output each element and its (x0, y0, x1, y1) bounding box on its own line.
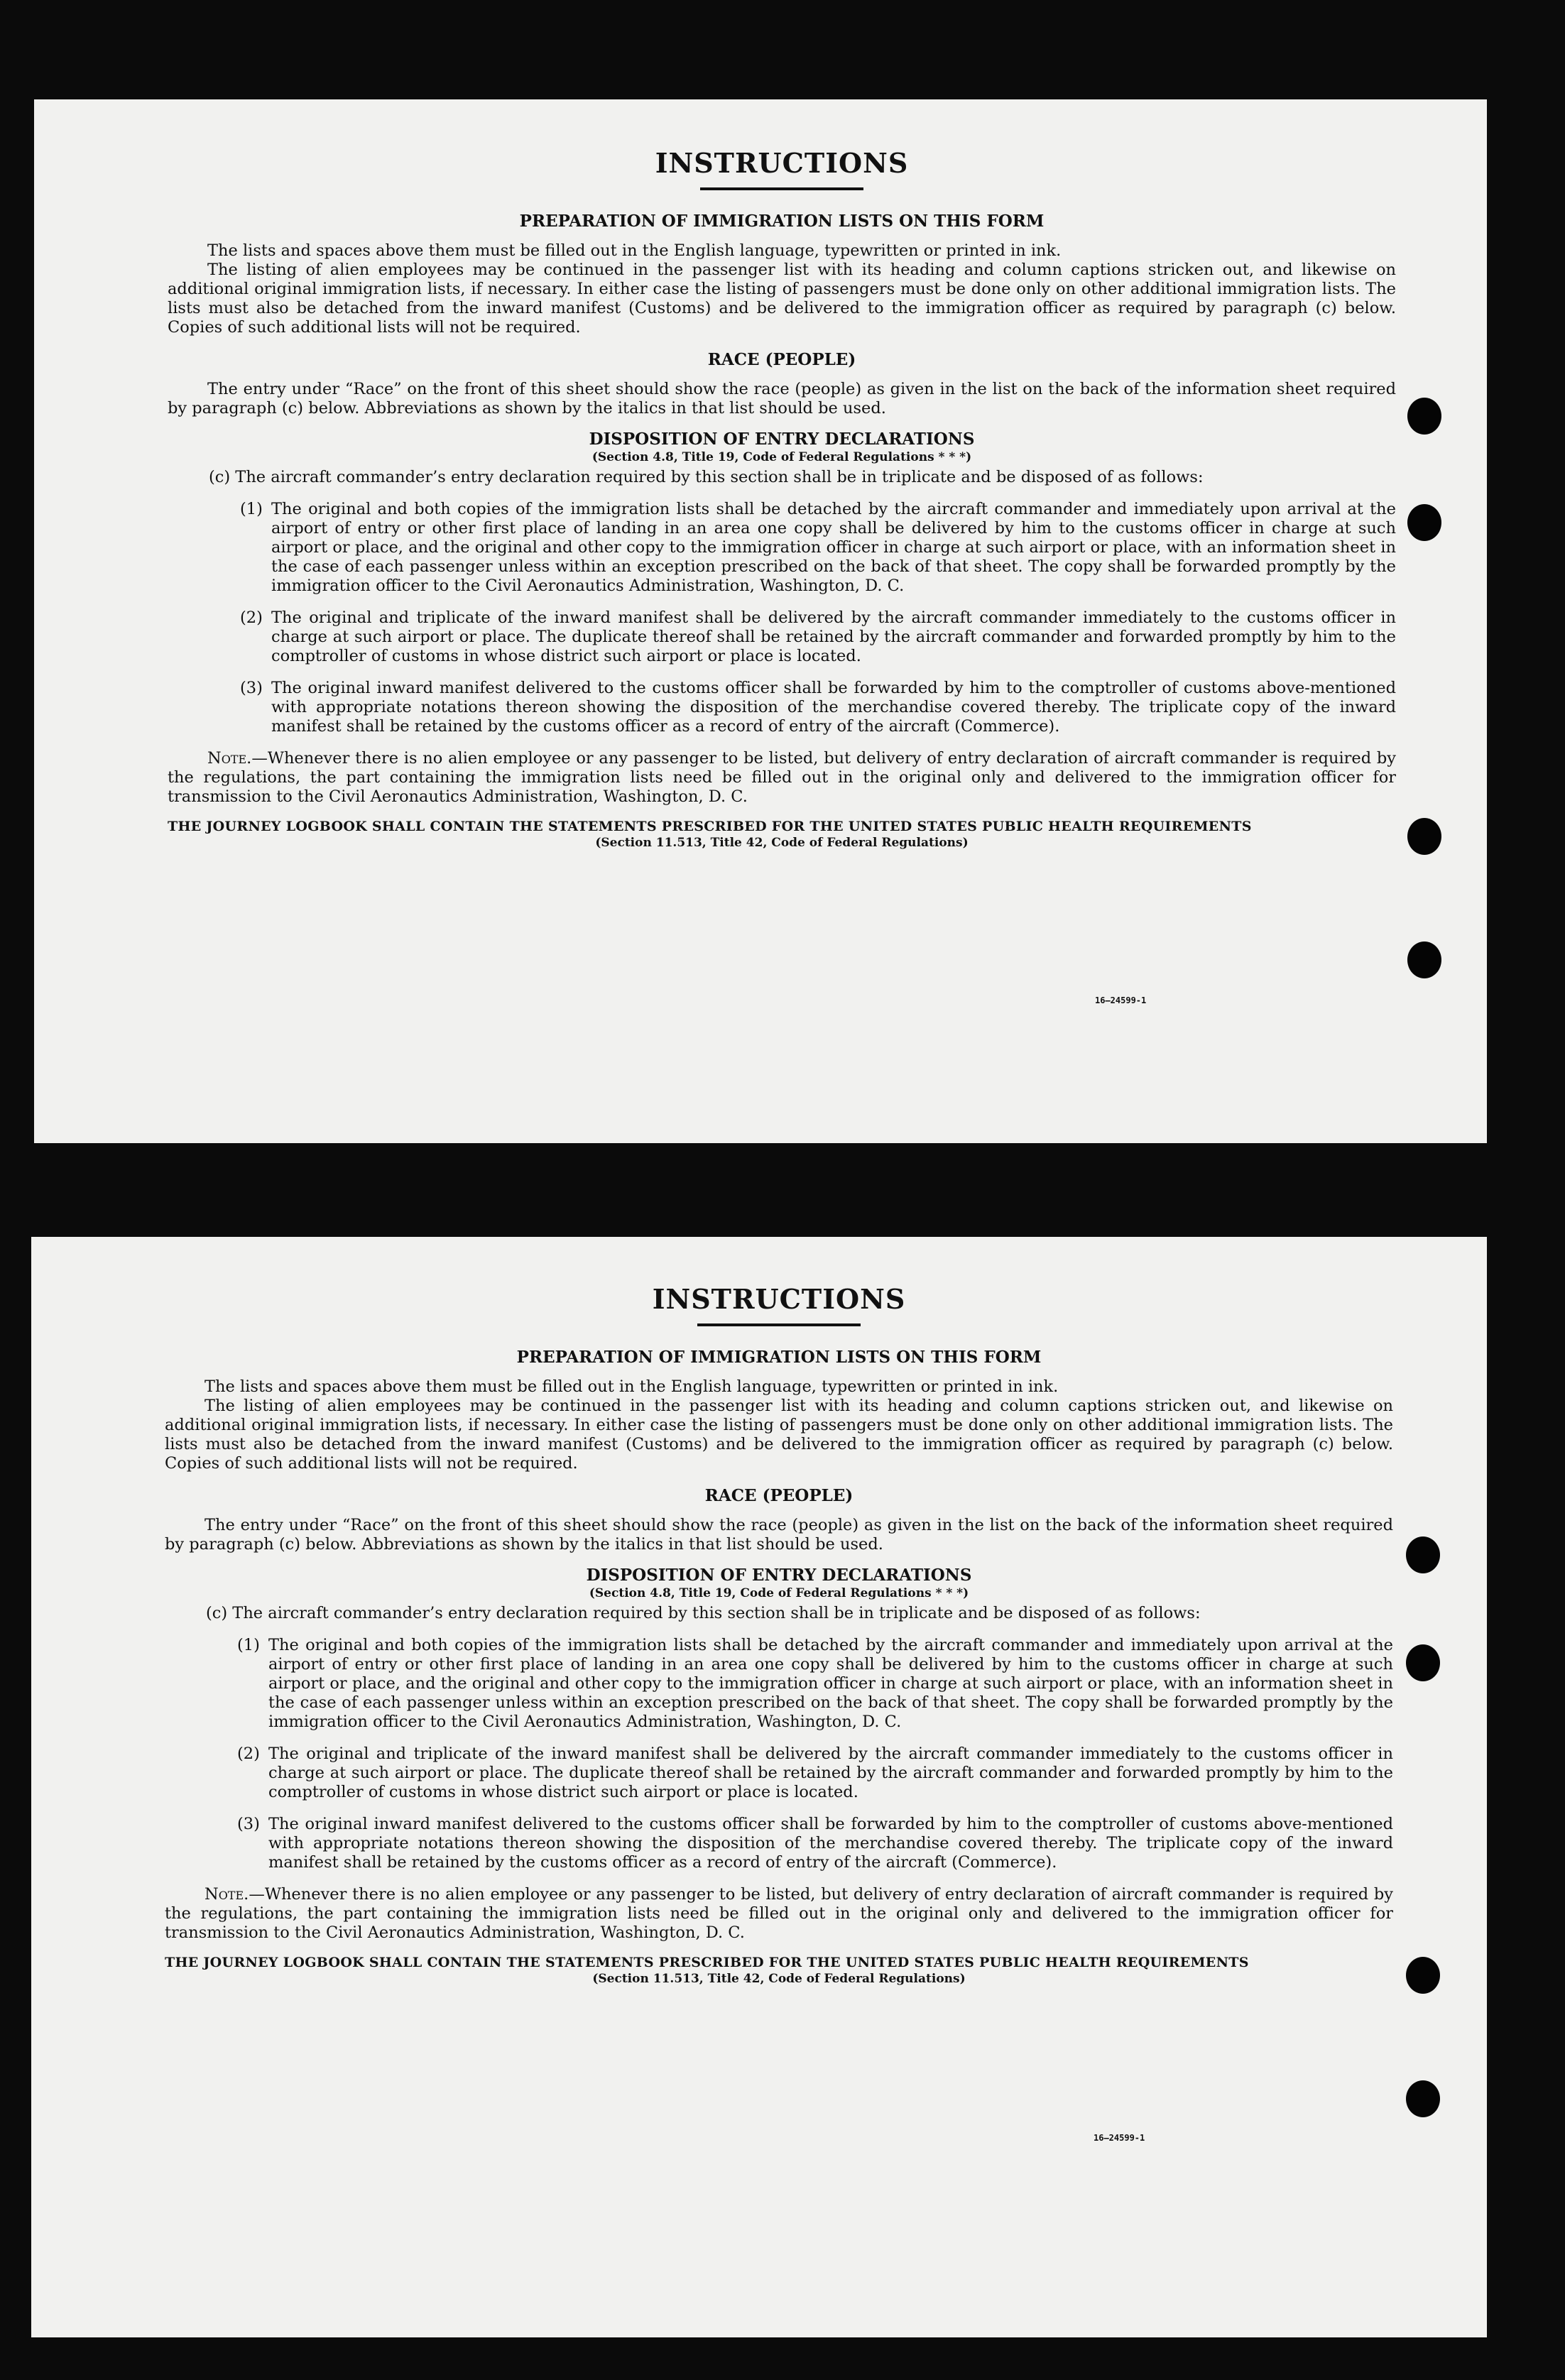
punch-hole (1406, 1957, 1440, 1994)
item-text: The original and triplicate of the inward manifest shall be delivered by the aircraft commander immediately to the customs officer in charge at such airport or place. The duplicate thereof shall be retained by the aircraft commander and forwarded promptly by him to the comptroller of customs in whose district such airport or place is located. (268, 1745, 1393, 1801)
disposition-citation: (Section 4.8, Title 19, Code of Federal Regulations * * *) (589, 1586, 969, 1600)
item-number: (2) (237, 1745, 260, 1763)
disposition-item-1 (168, 500, 1396, 596)
preparation-heading: PREPARATION OF IMMIGRATION LISTS ON THIS FORM (516, 1348, 1042, 1367)
item-text: The original and both copies of the immigration lists shall be detached by the aircraft commander and immediately upon arrival at the airport of entry or other first place of landing in an area one copy shall be delivered by him to the customs officer in charge at such airport or place, and the original and other copy to the immigration officer in charge at such airport or place, with an information sheet in the case of each passenger unless within an exception prescribed on the back of that sheet. The copy shall be forwarded promptly by the immigration officer to the Civil Aeronautics Administration, Washington, D. C. (268, 1636, 1393, 1731)
race-paragraph: The entry under “Race” on the front of this sheet should show the race (people) as given in the list on the back of the information sheet required by paragraph (c) below. Abbreviations as shown by the italics in that list should be used. (168, 380, 1396, 417)
preparation-paragraph-1: The lists and spaces above them must be filled out in the English language, typewritten or printed in ink. (205, 1377, 1059, 1396)
punch-hole (1407, 398, 1441, 435)
item-number: (1) (237, 1636, 260, 1654)
form-number: 16—24599-1 (1094, 2133, 1145, 2143)
note-label: Note. (205, 1885, 249, 1904)
item-number: (1) (240, 500, 263, 518)
journey-logbook-statement: THE JOURNEY LOGBOOK SHALL CONTAIN THE STATEMENTS PRESCRIBED FOR THE UNITED STATES PUBLIC HEALTH REQUIREMENTS (168, 819, 1252, 834)
note-label: Note. (207, 749, 252, 768)
instruction-sheet-top (34, 99, 1487, 1143)
disposition-item-3 (165, 1815, 1393, 1872)
preparation-heading: PREPARATION OF IMMIGRATION LISTS ON THIS FORM (519, 212, 1045, 231)
preparation-paragraph-2: The listing of alien employees may be continued in the passenger list with its heading and column captions stricken out, and likewise on additional original immigration lists, if necessary. In either case the listing of passengers must be done only on other additional immigration lists. The lists must also be detached from the inward manifest (Customs) and be delivered to the immigration officer as required by paragraph (c) below. Copies of such additional lists will not be required. (165, 1397, 1393, 1473)
item-text: The original inward manifest delivered to the customs officer shall be forwarded by him to the comptroller of customs above-mentioned with appropriate notations thereon showing the disposition of the merchandise covered thereby. The triplicate copy of the inward manifest shall be retained by the customs officer as a record of entry of the aircraft (Commerce). (268, 1815, 1393, 1872)
race-heading: RACE (PEOPLE) (704, 1486, 854, 1505)
disposition-item-2 (168, 608, 1396, 666)
journey-logbook-statement: THE JOURNEY LOGBOOK SHALL CONTAIN THE STATEMENTS PRESCRIBED FOR THE UNITED STATES PUBLIC HEALTH REQUIREMENTS (165, 1955, 1249, 1970)
note-paragraph (165, 1885, 1393, 1943)
punch-hole (1406, 1644, 1440, 1681)
disposition-item-1 (165, 1636, 1393, 1732)
race-heading: RACE (PEOPLE) (707, 350, 856, 369)
punch-hole (1407, 941, 1441, 978)
item-number: (3) (237, 1815, 260, 1833)
disposition-heading: DISPOSITION OF ENTRY DECLARATIONS (586, 1566, 972, 1585)
note-text: —Whenever there is no alien employee or any passenger to be listed, but delivery of entry declaration of aircraft commander is required by the regulations, the part containing the immigration lists need be filled out in the original only and delivered to the immigration officer for transmission to the Civil Aeronautics Administration, Washington, D. C. (168, 749, 1396, 806)
item-number: (2) (240, 608, 263, 627)
punch-hole (1407, 504, 1441, 541)
sheet-content (168, 148, 1396, 851)
item-text: The original and triplicate of the inward manifest shall be delivered by the aircraft commander immediately to the customs officer in charge at such airport or place. The duplicate thereof shall be retained by the aircraft commander and forwarded promptly by him to the comptroller of customs in whose district such airport or place is located. (271, 608, 1396, 665)
instruction-sheet-bottom (31, 1237, 1487, 2337)
note-paragraph (168, 749, 1396, 807)
note-text: —Whenever there is no alien employee or any passenger to be listed, but delivery of entry declaration of aircraft commander is required by the regulations, the part containing the immigration lists need be filled out in the original only and delivered to the immigration officer for transmission to the Civil Aeronautics Administration, Washington, D. C. (165, 1885, 1393, 1942)
journey-citation: (Section 11.513, Title 42, Code of Federal Regulations) (595, 836, 969, 850)
disposition-heading: DISPOSITION OF ENTRY DECLARATIONS (589, 430, 975, 449)
journey-citation: (Section 11.513, Title 42, Code of Federal Regulations) (592, 1972, 966, 1986)
item-number: (3) (240, 679, 263, 697)
sheet-content (165, 1284, 1393, 1987)
item-text: The original inward manifest delivered to the customs officer shall be forwarded by him to the comptroller of customs above-mentioned with appropriate notations thereon showing the disposition of the merchandise covered thereby. The triplicate copy of the inward manifest shall be retained by the customs officer as a record of entry of the aircraft (Commerce). (271, 679, 1396, 736)
punch-hole (1407, 818, 1441, 855)
disposition-item-3 (168, 679, 1396, 736)
item-text: The original and both copies of the immigration lists shall be detached by the aircraft commander and immediately upon arrival at the airport of entry or other first place of landing in an area one copy shall be delivered by him to the customs officer in charge at such airport or place, and the original and other copy to the immigration officer in charge at such airport or place, with an information sheet in the case of each passenger unless within an exception prescribed on the back of that sheet. The copy shall be forwarded promptly by the immigration officer to the Civil Aeronautics Administration, Washington, D. C. (271, 500, 1396, 595)
form-number: 16—24599-1 (1095, 995, 1147, 1005)
disposition-paragraph-c: (c) The aircraft commander’s entry declaration required by this section shall be in triplicate and be disposed of as follows: (209, 468, 1204, 486)
punch-hole (1406, 2080, 1440, 2117)
race-paragraph: The entry under “Race” on the front of this sheet should show the race (people) as given in the list on the back of the information sheet required by paragraph (c) below. Abbreviations as shown by the italics in that list should be used. (165, 1516, 1393, 1554)
sheet-title: INSTRUCTIONS (655, 147, 909, 179)
preparation-paragraph-1: The lists and spaces above them must be filled out in the English language, typewritten or printed in ink. (207, 241, 1062, 260)
disposition-item-2 (165, 1745, 1393, 1802)
disposition-citation: (Section 4.8, Title 19, Code of Federal Regulations * * *) (591, 450, 972, 464)
punch-hole (1406, 1536, 1440, 1573)
sheet-title: INSTRUCTIONS (652, 1283, 906, 1315)
disposition-paragraph-c: (c) The aircraft commander’s entry declaration required by this section shall be in triplicate and be disposed of as follows: (206, 1604, 1201, 1622)
preparation-paragraph-2: The listing of alien employees may be continued in the passenger list with its heading and column captions stricken out, and likewise on additional original immigration lists, if necessary. In either case the listing of passengers must be done only on other additional immigration lists. The lists must also be detached from the inward manifest (Customs) and be delivered to the immigration officer as required by paragraph (c) below. Copies of such additional lists will not be required. (168, 261, 1396, 337)
